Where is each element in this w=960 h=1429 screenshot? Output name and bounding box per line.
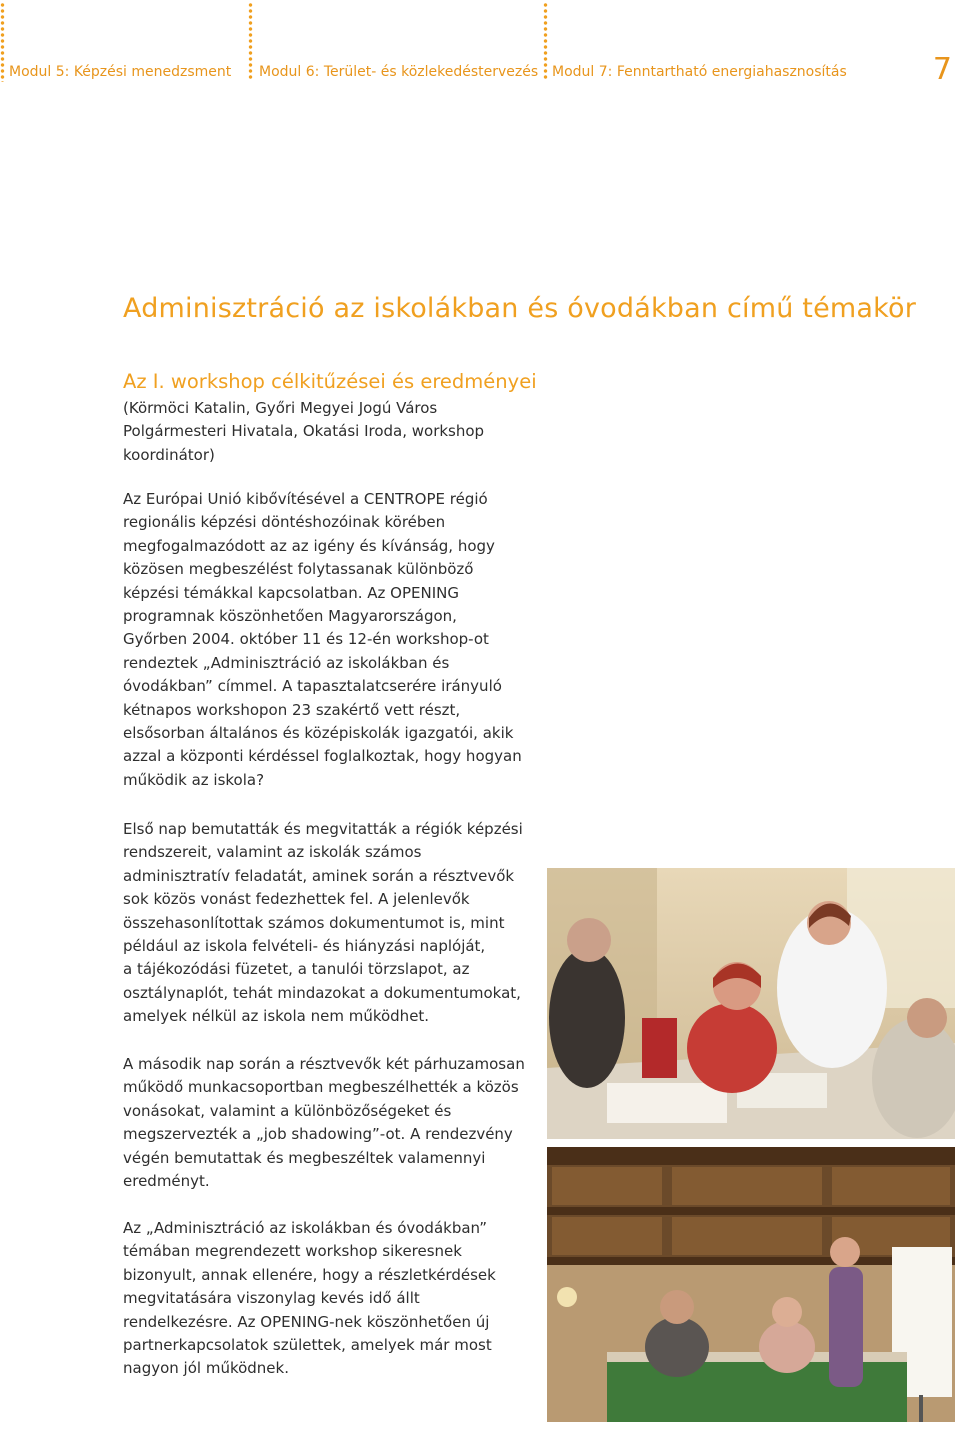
paragraph-line: működő munkacsoportban megbeszélhették a közös xyxy=(123,1078,519,1097)
paragraph-line: A második nap során a résztvevők két párhuzamosan xyxy=(123,1055,525,1073)
byline-line: (Körmöci Katalin, Győri Megyei Jogú Város xyxy=(123,399,438,417)
paragraph-line: közösen megbeszélést folytassanak különböző xyxy=(123,560,474,579)
paragraph-line: óvodákban” címmel. A tapasztalatcserére irányuló xyxy=(123,677,502,696)
paragraph-line: kétnapos workshopon 23 szakértő vett részt, xyxy=(123,700,461,719)
paragraph-line: azzal a központi kérdéssel foglalkoztak, hogy hogyan xyxy=(123,747,522,766)
decorative-dots-separator-1 xyxy=(248,2,253,80)
paragraph-line: például az iskola felvételi- és hiányzási naplóját, xyxy=(123,937,486,956)
paragraph-line: megfogalmazódott az az igény és kívánság, hogy xyxy=(123,536,495,555)
paragraph-line: partnerkapcsolatok születtek, amelyek már most xyxy=(123,1336,492,1355)
paragraph-line: sok közös vonást fedezhettek fel. A jelenlevők xyxy=(123,890,470,909)
paragraph-line: programnak köszönhetően Magyarországon, xyxy=(123,607,457,626)
paragraph-day-two xyxy=(123,1053,543,1193)
paragraph-line: Első nap bemutatták és megvitatták a régiók képzési xyxy=(123,820,523,838)
page-number: 7 xyxy=(932,52,952,87)
paragraph-intro xyxy=(123,488,543,792)
section-title: Adminisztráció az iskolákban és óvodákban című témakör xyxy=(123,293,917,324)
paragraph-line: működik az iskola? xyxy=(123,770,265,789)
workshop-photo-group-discussion xyxy=(547,868,955,1139)
paragraph-line: képzési témákkal kapcsolatban. Az OPENING xyxy=(123,583,459,602)
paragraph-day-one xyxy=(123,818,543,1029)
paragraph-line: amelyek nélkül az iskola nem működhet. xyxy=(123,1007,430,1026)
paragraph-line: elsősorban általános és középiskolák igazgatói, akik xyxy=(123,724,514,743)
paragraph-line: eredményt. xyxy=(123,1172,210,1191)
decorative-dots-left xyxy=(0,2,5,82)
paragraph-line: rendeztek „Adminisztráció az iskolákban és xyxy=(123,653,450,672)
paragraph-line: Győrben 2004. október 11 és 12-én workshop-ot xyxy=(123,630,489,649)
paragraph-line: a tájékozódási füzetet, a tanulói törzslapot, az xyxy=(123,960,470,979)
paragraph-line: nagyon jól működnek. xyxy=(123,1359,289,1378)
paragraph-line: Az „Adminisztráció az iskolákban és óvodákban” xyxy=(123,1219,488,1237)
paragraph-line: vonásokat, valamint a különbözőségeket és xyxy=(123,1101,452,1120)
workshop-photo-library-presentation xyxy=(547,1147,955,1422)
paragraph-line: bizonyult, annak ellenére, hogy a részletkérdések xyxy=(123,1265,496,1284)
paragraph-line: megszervezték a „job shadowing”-ot. A rendezvény xyxy=(123,1125,513,1144)
paragraph-line: adminisztratív feladatát, aminek során a résztvevők xyxy=(123,866,515,885)
paragraph-line: rendelkezésre. Az OPENING-nek köszönhetően új xyxy=(123,1312,490,1331)
nav-modul-6: Modul 6: Terület- és közlekedéstervezés xyxy=(259,64,539,80)
paragraph-line: regionális képzési döntéshozóinak körében xyxy=(123,513,446,532)
paragraph-line: megvitatására viszonylag kevés idő állt xyxy=(123,1289,420,1308)
nav-modul-7: Modul 7: Fenntartható energiahasznosítás xyxy=(552,64,847,80)
decorative-dots-separator-2 xyxy=(543,2,548,80)
nav-modul-5: Modul 5: Képzési menedzsment xyxy=(9,64,232,80)
paragraph-line: rendszereit, valamint az iskolák számos xyxy=(123,843,422,862)
paragraph-line: Az Európai Unió kibővítésével a CENTROPE régió xyxy=(123,490,488,508)
byline-line: Polgármesteri Hivatala, Okatási Iroda, workshop xyxy=(123,422,485,441)
paragraph-line: osztálynaplót, tehát mindazokat a dokumentumokat, xyxy=(123,983,521,1002)
workshop-title: Az I. workshop célkitűzései és eredményei xyxy=(123,370,537,393)
paragraph-line: végén bemutattak és megbeszéltek valamennyi xyxy=(123,1148,486,1167)
byline-line: koordinátor) xyxy=(123,445,215,464)
paragraph-line: témában megrendezett workshop sikeresnek xyxy=(123,1242,462,1261)
workshop-byline xyxy=(123,397,543,467)
paragraph-conclusion xyxy=(123,1217,543,1381)
paragraph-line: összehasonlítottak számos dokumentumot is, mint xyxy=(123,913,505,932)
